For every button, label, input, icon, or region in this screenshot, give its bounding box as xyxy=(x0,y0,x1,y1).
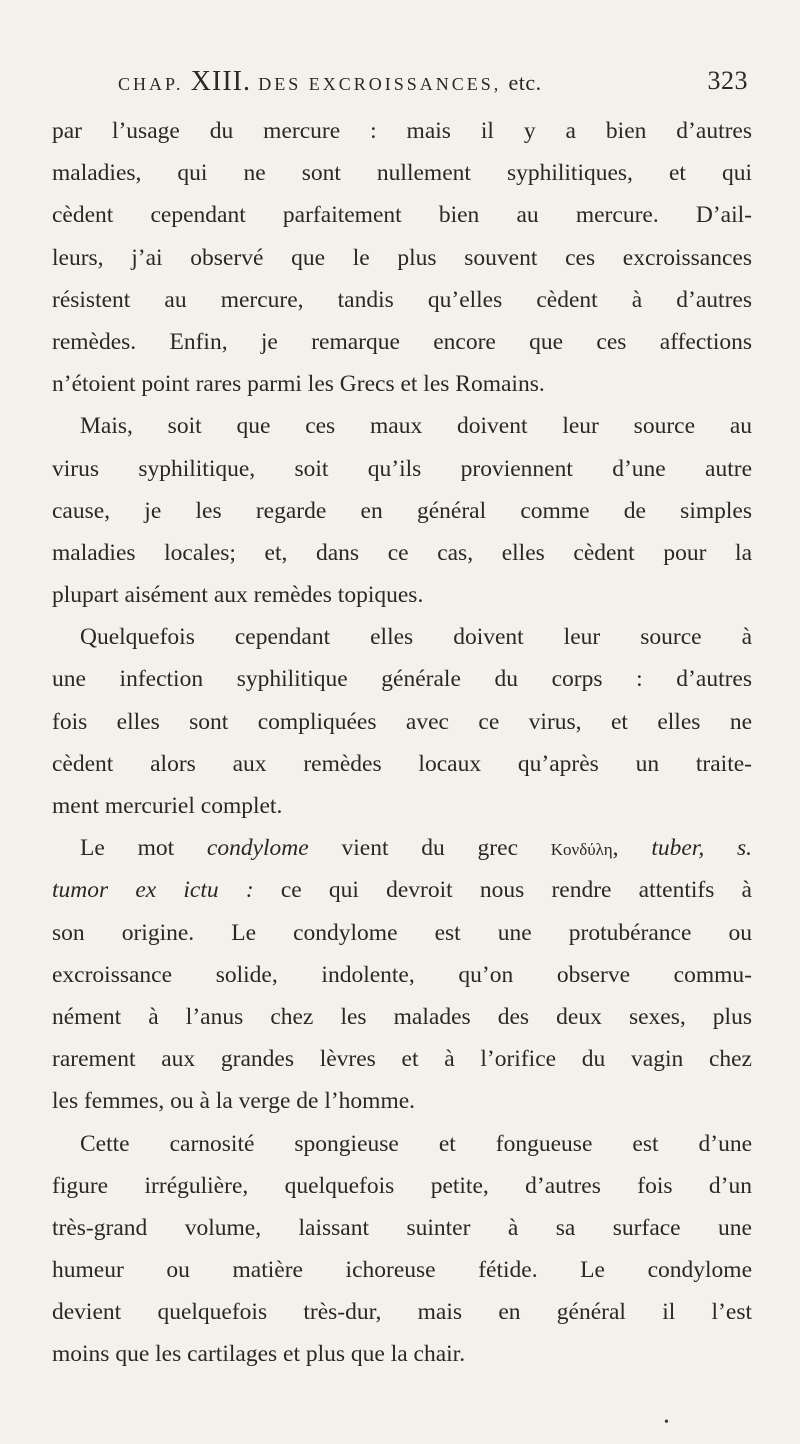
text-run: ce qui devroit nous rendre attentifs à xyxy=(253,877,752,904)
text-line xyxy=(52,827,752,869)
chapter-label: CHAP. xyxy=(118,74,184,94)
text-line: remèdes. Enfin, je remarque encore que ces affections xyxy=(52,328,752,355)
page-number: 323 xyxy=(707,66,748,95)
running-title-etc: etc. xyxy=(508,70,542,95)
text-line: n’étoient point rares parmi les Grecs et les Romains. xyxy=(52,371,545,398)
text-line: rarement aux grandes lèvres et à l’orifice du vagin chez xyxy=(52,1046,752,1073)
running-title: DES EXCROISSANCES, xyxy=(258,74,502,94)
text-line: Mais, soit que ces maux doivent leur source au xyxy=(80,413,752,440)
text-line: une infection syphilitique générale du corps : d’autres xyxy=(52,666,752,693)
italic-term: tumor ex ictu : xyxy=(52,877,254,904)
text-line: son origine. Le condylome est une protubérance ou xyxy=(52,919,752,946)
text-line: fois elles sont compliquées avec ce virus, et elles ne xyxy=(52,708,752,735)
text-line: ment mercuriel complet. xyxy=(52,793,283,819)
text-run: Le mot xyxy=(80,835,207,862)
chapter-number: XIII. xyxy=(190,66,251,97)
footer-mark: • xyxy=(664,1415,669,1430)
text-line: moins que les cartilages et plus que la chair. xyxy=(52,1341,466,1368)
text-line: excroissance solide, indolente, qu’on observe commu- xyxy=(52,961,752,988)
text-line: maladies locales; et, dans ce cas, elles cèdent pour la xyxy=(52,539,752,566)
italic-term: tuber, s. xyxy=(651,835,753,862)
text-line: leurs, j’ai observé que le plus souvent ces excroissances xyxy=(52,244,752,271)
running-header xyxy=(118,66,748,106)
text-line: cause, je les regarde en général comme de simples xyxy=(52,497,752,524)
text-line: résistent au mercure, tandis qu’elles cèdent à d’autres xyxy=(52,286,752,313)
text-line xyxy=(52,869,752,911)
text-line: très-grand volume, laissant suinter à sa surface une xyxy=(52,1214,752,1241)
text-line: les femmes, ou à la verge de l’homme. xyxy=(52,1088,416,1115)
text-line: devient quelquefois très-dur, mais en général il l’est xyxy=(52,1299,752,1326)
text-line: virus syphilitique, soit qu’ils proviennent d’une autre xyxy=(52,455,752,482)
text-run: , xyxy=(612,835,652,862)
text-line: cèdent cependant parfaitement bien au mercure. D’ail- xyxy=(52,202,752,229)
italic-term: condylome xyxy=(206,835,309,862)
text-line: nément à l’anus chez les malades des deux sexes, plus xyxy=(52,1003,752,1030)
text-line: plupart aisément aux remèdes topiques. xyxy=(52,582,424,609)
body-text xyxy=(52,110,752,1376)
text-line: figure irrégulière, quelquefois petite, d’autres fois d’un xyxy=(52,1172,752,1199)
text-line: par l’usage du mercure : mais il y a bien d’autres xyxy=(52,118,752,144)
text-line: maladies, qui ne sont nullement syphilitiques, et qui xyxy=(52,160,752,187)
text-line: Quelquefois cependant elles doivent leur source à xyxy=(80,624,752,651)
text-line: humeur ou matière ichoreuse fétide. Le condylome xyxy=(52,1257,752,1284)
greek-word: Κονδύλη xyxy=(550,840,613,860)
text-line: Cette carnosité spongieuse et fongueuse est d’une xyxy=(80,1130,752,1157)
text-run: vient du grec xyxy=(308,835,551,862)
text-line: cèdent alors aux remèdes locaux qu’après un traite- xyxy=(52,750,752,777)
